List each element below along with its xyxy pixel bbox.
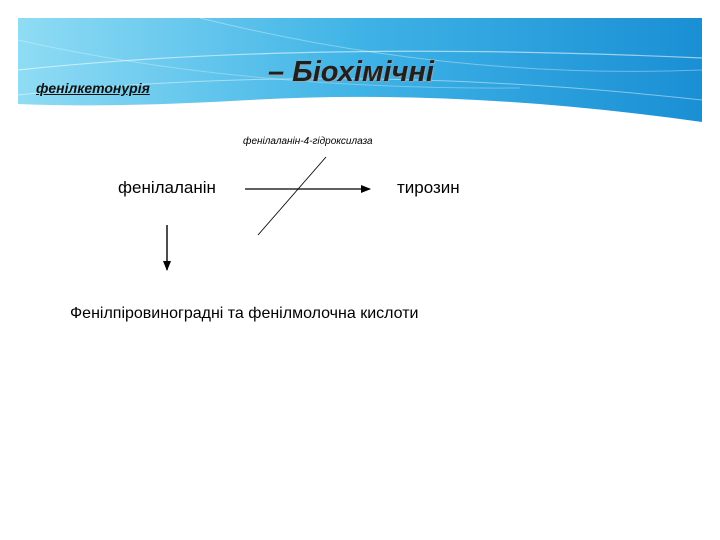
slide-title: – Біохімічні [268,56,434,88]
product-label: тирозин [397,178,460,197]
slide-subtitle: фенілкетонурія [36,80,150,96]
alternative-products-label: Фенілпіровиноградні та фенілмолочна кислоти [70,305,419,322]
block-strike-line [258,157,326,235]
substrate-label: фенілаланін [118,178,216,197]
enzyme-label: фенілаланін-4-гідроксилаза [243,136,373,147]
